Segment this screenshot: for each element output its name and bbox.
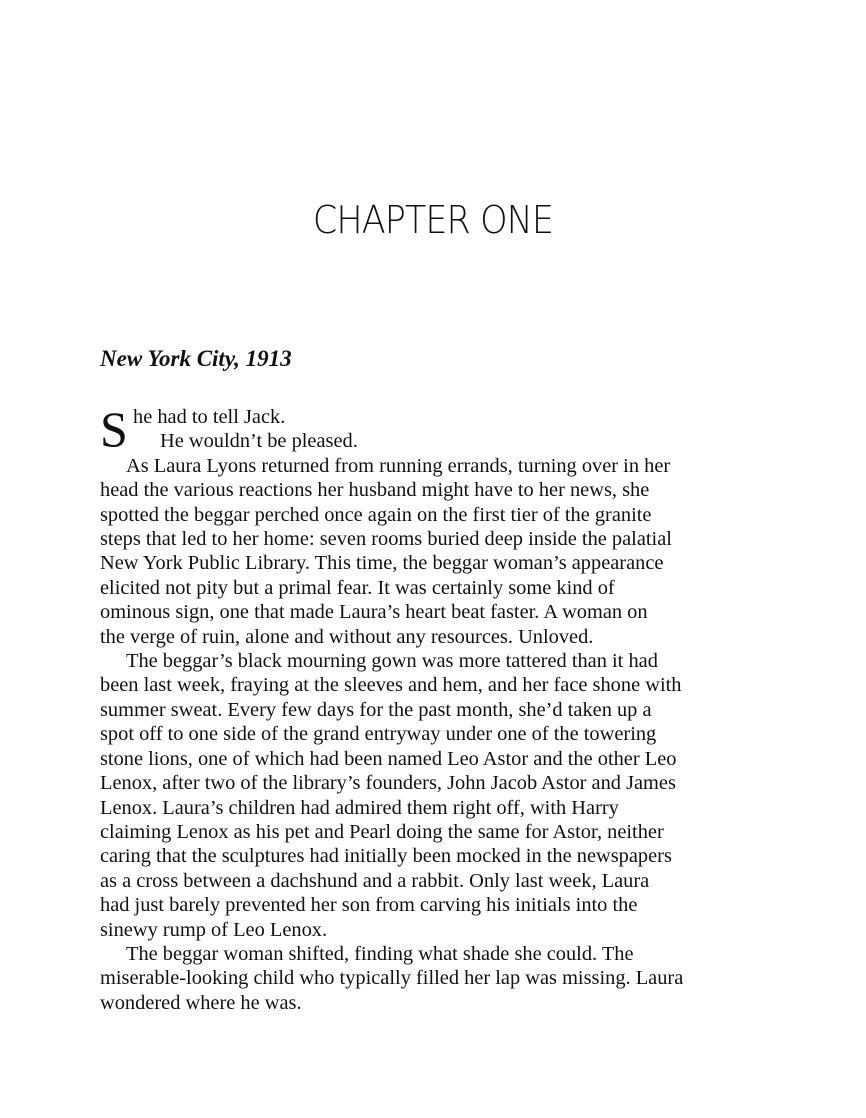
text-line: As Laura Lyons returned from running errands, turning over in her [126, 454, 671, 477]
text-line: summer sweat. Every few days for the past month, she’d taken up a [100, 698, 652, 721]
opening-paragraph [100, 401, 770, 457]
text-line: New York Public Library. This time, the beggar woman’s appearance [100, 552, 664, 575]
text-line: The beggar woman shifted, finding what shade she could. The [126, 942, 634, 965]
text-line: sinewy rump of Leo Lenox. [100, 918, 328, 941]
text-line: the verge of ruin, alone and without any resources. Unloved. [100, 625, 594, 648]
text-line: wondered where he was. [100, 991, 302, 1014]
text-line: stone lions, one of which had been named Leo Astor and the other Leo [100, 747, 677, 770]
text-line: Lenox, after two of the library’s founders, John Jacob Astor and James [100, 772, 676, 795]
text-line: head the various reactions her husband might have to her news, she [100, 479, 650, 502]
text-line: He wouldn’t be pleased. [160, 430, 358, 453]
text-line: claiming Lenox as his pet and Pearl doing the same for Astor, neither [100, 820, 664, 843]
text-line: elicited not pity but a primal fear. It was certainly some kind of [100, 576, 615, 599]
text-line: been last week, fraying at the sleeves and hem, and her face shone with [100, 674, 682, 697]
text-line: as a cross between a dachshund and a rabbit. Only last week, Laura [100, 869, 650, 892]
chapter-title: CHAPTER ONE [312, 198, 554, 242]
text-line: spot off to one side of the grand entryway under one of the towering [100, 723, 657, 746]
text-line: he had to tell Jack. [133, 406, 286, 428]
text-line: miserable-looking child who typically filled her lap was missing. Laura [100, 967, 684, 990]
text-line: had just barely prevented her son from carving his initials into the [100, 894, 638, 917]
text-line: The beggar’s black mourning gown was more tattered than it had [126, 650, 658, 673]
chapter-body [100, 401, 770, 1015]
text-line: caring that the sculptures had initially been mocked in the newspapers [100, 845, 672, 868]
chapter-location-heading: New York City, 1913 [100, 346, 292, 371]
text-line: steps that led to her home: seven rooms buried deep inside the palatial [100, 528, 672, 551]
text-line: spotted the beggar perched once again on the first tier of the granite [100, 503, 652, 526]
drop-cap: S [100, 401, 128, 457]
text-line: Lenox. Laura’s children had admired them right off, with Harry [100, 796, 619, 819]
text-line: ominous sign, one that made Laura’s heart beat faster. A woman on [100, 601, 648, 624]
